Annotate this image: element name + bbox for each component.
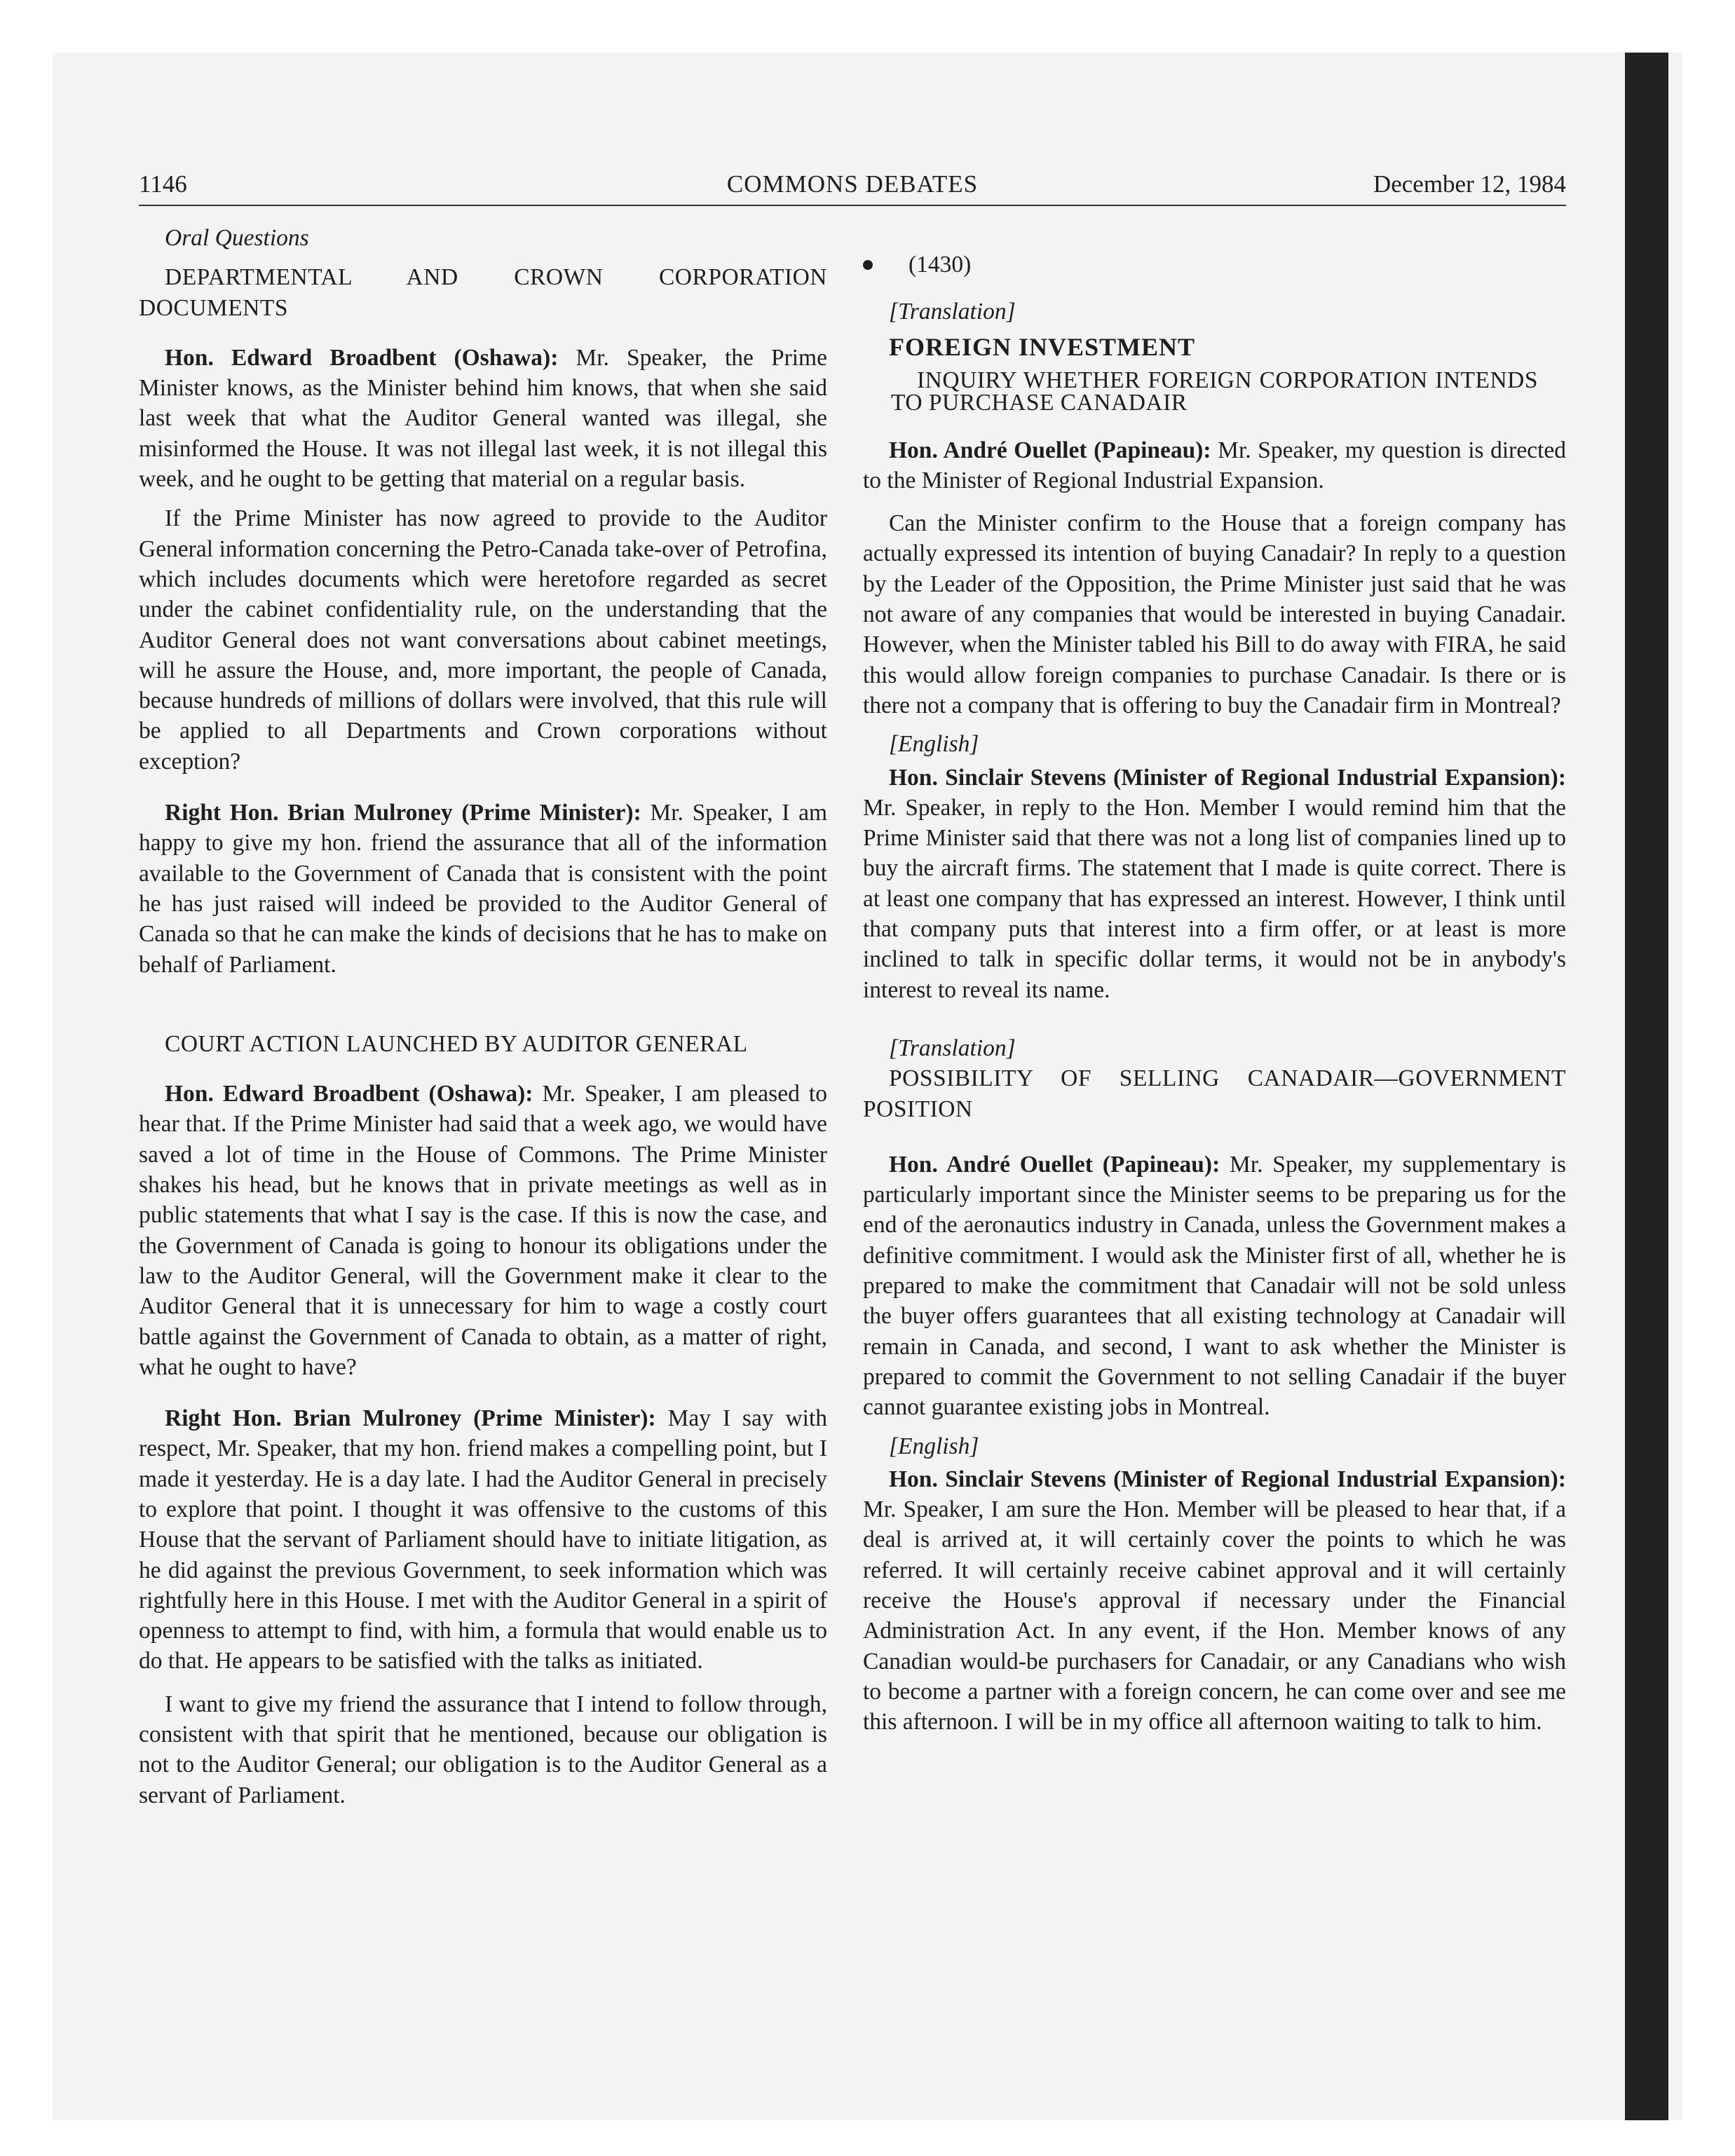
speech-paragraph	[139, 1079, 827, 1382]
speech-text: Mr. Speaker, my supplementary is particularly important since the Minister seems to be preparing us for the end of the aeronautics industry in Canada, unless the Government makes a definitive commitment. I would ask the Minister first of all, whether he is prepared to make the commitment that Canadair will not be sold unless the buyer offers guarantees that all existing technology at Canadair will remain in Canada, and second, I want to ask whether the Minister is prepared to commit the Government to not selling Canadair if the buyer cannot guarantee existing jobs in Montreal.	[863, 1151, 1566, 1421]
speech-text: Mr. Speaker, I am pleased to hear that. If the Prime Minister had said that a week ago, we would have saved a lot of time in the House of Commons. The Prime Minister shakes his head, but he knows that in private meetings as well as in public statements that what I say is the case. If this is now the case, and the Government of Canada is going to honour its obligations under the law to the Auditor General, will the Government make it clear to the Auditor General that it is unnecessary for him to wage a costly court battle against the Government of Canada to obtain, as a matter of right, what he ought to have?	[139, 1081, 827, 1380]
publication-title: COMMONS DEBATES	[726, 170, 979, 198]
page-number: 1146	[139, 170, 187, 198]
speaker-name: Hon. André Ouellet (Papineau):	[889, 1151, 1220, 1178]
right-column	[863, 223, 1566, 1737]
speaker-name: Right Hon. Brian Mulroney (Prime Minister):	[165, 1405, 656, 1432]
speech-text: May I say with respect, Mr. Speaker, that my hon. friend makes a compelling point, but I made it yesterday. He is a day late. I had the Auditor General in precisely to explore that point. I thought it was offensive to the customs of this House that the servant of Parliament should have to initiate litigation, as he did against the previous Government, to seek information which was rightfully here in this House. I met with the Auditor General in a spirit of openness to attempt to find, with him, a formula that would enable us to do that. He appears to be satisfied with the talks as initiated.	[139, 1405, 828, 1674]
speech-paragraph: I want to give my friend the assurance that I intend to follow through, consistent with that spirit that he mentioned, because our obligation is not to the Auditor General; our obligation is to the Auditor General as a servant of Parliament.	[139, 1691, 827, 1808]
section-title: Oral Questions	[165, 225, 309, 251]
language-marker: [English]	[889, 1433, 979, 1459]
binding-edge	[1625, 53, 1668, 2120]
subheading-inquiry: INQUIRY WHETHER FOREIGN CORPORATION INTENDS TO PURCHASE CANADAIR	[891, 367, 1538, 416]
subheading-court-action: COURT ACTION LAUNCHED BY AUDITOR GENERAL	[165, 1030, 748, 1057]
speaker-name: Right Hon. Brian Mulroney (Prime Minister):	[165, 800, 641, 826]
speech-paragraph: If the Prime Minister has now agreed to provide to the Auditor General information concerning the Petro-Canada take-over of Petrofina, which includes documents which were heretofore regarded as secret under the cabinet confidentiality rule, on the understanding that the Auditor General does not want conversations about cabinet meetings, will he assure the House, and, more important, the people of Canada, because hundreds of millions of dollars were involved, that this rule will be applied to all Departments and Crown corporations without exception?	[139, 505, 827, 775]
speech-text: Mr. Speaker, I am happy to give my hon. friend the assurance that all of the information available to the Government of Canada that is consistent with the point he has just raised will indeed be provided to the Auditor General of Canada so that he can make the kinds of decisions that he has to make on behalf of Parliament.	[139, 800, 827, 978]
speech-paragraph	[863, 1464, 1566, 1738]
time-stamp-text: (1430)	[909, 252, 972, 278]
language-marker: [English]	[889, 731, 979, 758]
speech-paragraph	[863, 763, 1566, 1005]
subheading-selling-canadair: POSSIBILITY OF SELLING CANADAIR—GOVERNMENT POSITION	[863, 1065, 1566, 1122]
speaker-name: Hon. Sinclair Stevens (Minister of Regional Industrial Expansion):	[889, 764, 1566, 791]
speech-paragraph	[139, 798, 827, 980]
bullet-dot-icon	[863, 260, 873, 270]
speech-paragraph	[139, 343, 827, 494]
speech-text: Mr. Speaker, the Prime Minister knows, as the Minister behind him knows, that when she said last week that what the Auditor General wanted was illegal, she misinformed the House. It was not illegal last week, it is not illegal this week, and he ought to be getting that material on a regular basis.	[139, 344, 827, 493]
speaker-name: Hon. Edward Broadbent (Oshawa):	[165, 1081, 533, 1107]
subheading-documents: DEPARTMENTAL AND CROWN CORPORATION DOCUMENTS	[139, 264, 827, 321]
language-marker: [Translation]	[889, 299, 1016, 325]
speech-paragraph	[863, 1149, 1566, 1423]
speech-paragraph	[139, 1403, 827, 1677]
speech-text: Mr. Speaker, in reply to the Hon. Member I would remind him that the Prime Minister said that there was not a long list of companies lined up to buy the aircraft firms. The statement that I made is quite correct. There is at least one company that has expressed an interest. However, I think until that company puts that interest into a firm offer, or at least is more inclined to talk in specific dollar terms, it would not be in anybody's interest to reveal its name.	[863, 794, 1566, 1003]
speech-paragraph: Can the Minister confirm to the House that a foreign company has actually expressed its intention of buying Canadair? In reply to a question by the Leader of the Opposition, the Prime Minister just said that he was not aware of any companies that would be interested in buying Canadair. However, when the Minister tabled his Bill to do away with FIRA, he said this would allow foreign companies to purchase Canadair. Is there or is there not a company that is offering to buy the Canadair firm in Montreal?	[863, 510, 1566, 718]
left-column	[139, 223, 827, 1810]
speech-text: Mr. Speaker, I am sure the Hon. Member will be pleased to hear that, if a deal is arrived at, it will certainly cover the points to which he was referred. It will certainly receive cabinet approval and it will certainly receive the House's approval if necessary under the Financial Administration Act. In any event, if the Hon. Member knows of any Canadian would-be purchasers for Canadair, or any Canadians who wish to become a partner with a foreign concern, he can come over and see me this afternoon. I will be in my office all afternoon waiting to talk to him.	[863, 1496, 1566, 1735]
speaker-name: Hon. Edward Broadbent (Oshawa):	[165, 344, 559, 371]
section-heading-foreign-investment: FOREIGN INVESTMENT	[889, 332, 1196, 361]
speech-paragraph	[863, 435, 1566, 496]
speaker-name: Hon. Sinclair Stevens (Minister of Regional Industrial Expansion):	[889, 1466, 1566, 1492]
time-stamp	[863, 250, 1566, 280]
publication-date: December 12, 1984	[1373, 170, 1566, 198]
language-marker: [Translation]	[889, 1035, 1016, 1061]
speech-text: Mr. Speaker, my question is directed to the Minister of Regional Industrial Expansion.	[863, 437, 1566, 493]
running-header	[139, 168, 1566, 206]
speaker-name: Hon. André Ouellet (Papineau):	[889, 437, 1211, 463]
